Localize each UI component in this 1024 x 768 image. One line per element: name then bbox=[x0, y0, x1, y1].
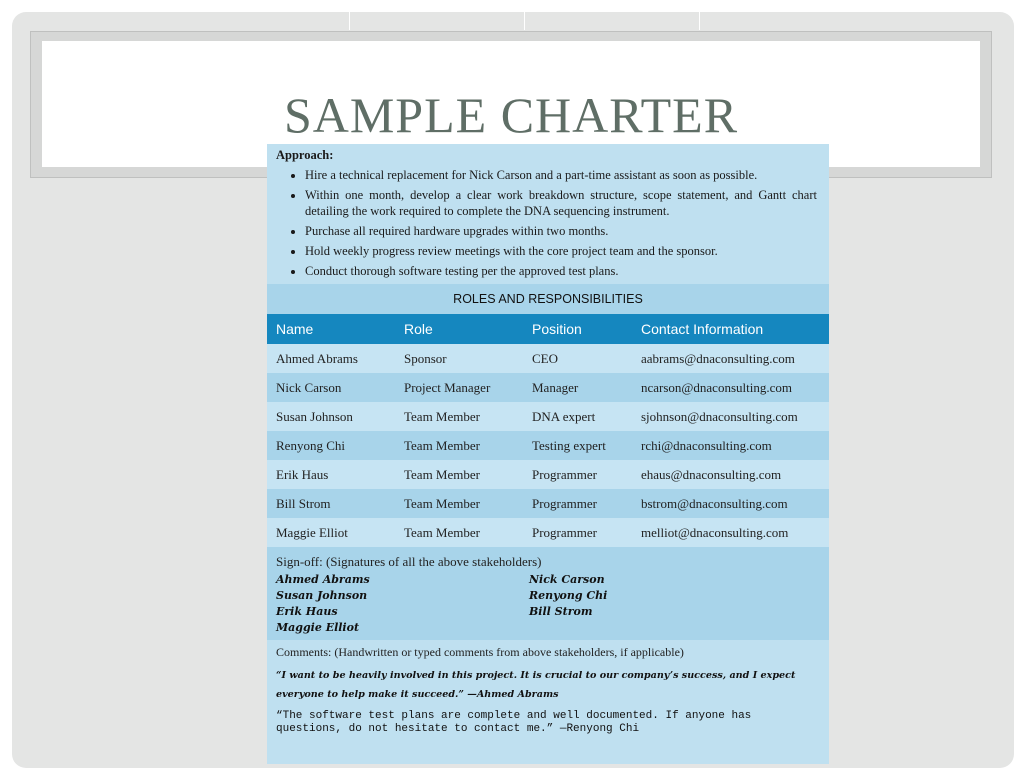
cell-contact: ehaus@dnaconsulting.com bbox=[632, 460, 829, 489]
cell-name: Maggie Elliot bbox=[267, 518, 395, 547]
cell-role: Team Member bbox=[395, 431, 523, 460]
comment-quote-abrams: “I want to be heavily involved in this project. It is crucial to our company’s success, and I expect everyone to help make it succeed.” —Ahmed Abrams bbox=[276, 669, 796, 700]
signoff-label: Sign-off: (Signatures of all the above stakeholders) bbox=[276, 553, 542, 569]
cell-name: Nick Carson bbox=[267, 373, 395, 402]
slide-title: SAMPLE CHARTER bbox=[283, 87, 739, 143]
cell-position: Programmer bbox=[523, 518, 632, 547]
comment-quote-chi: “The software test plans are complete and well documented. If anyone has questions, do not hesitate to contact me.” —Renyong Chi bbox=[276, 709, 752, 735]
roles-table bbox=[267, 314, 829, 547]
column-header-role: Role bbox=[395, 314, 523, 344]
list-item: • Within one month, develop a clear work breakdown structure, scope statement, and Gantt chart detailing the work required to complete the DNA sequencing instrument. bbox=[305, 187, 817, 220]
roles-title: ROLES AND RESPONSIBILITIES bbox=[267, 284, 829, 314]
signatures-right bbox=[529, 572, 779, 636]
table-header-row bbox=[267, 314, 829, 344]
signature: Erik Haus bbox=[276, 604, 338, 618]
approach-section bbox=[267, 144, 829, 280]
table-row bbox=[267, 373, 829, 402]
table-row bbox=[267, 518, 829, 547]
divider bbox=[349, 12, 350, 30]
table-row bbox=[267, 402, 829, 431]
cell-name: Ahmed Abrams bbox=[267, 344, 395, 373]
table-row bbox=[267, 489, 829, 518]
column-header-position: Position bbox=[523, 314, 632, 344]
cell-role: Team Member bbox=[395, 518, 523, 547]
column-header-contact: Contact Information bbox=[632, 314, 829, 344]
cell-contact: melliot@dnaconsulting.com bbox=[632, 518, 829, 547]
cell-position: Programmer bbox=[523, 460, 632, 489]
cell-contact: aabrams@dnaconsulting.com bbox=[632, 344, 829, 373]
cell-name: Bill Strom bbox=[267, 489, 395, 518]
table-row bbox=[267, 344, 829, 373]
cell-position: Manager bbox=[523, 373, 632, 402]
cell-contact: sjohnson@dnaconsulting.com bbox=[632, 402, 829, 431]
signatures-left bbox=[276, 572, 529, 636]
approach-list bbox=[276, 167, 817, 280]
signature-grid bbox=[276, 572, 820, 636]
signature: Nick Carson bbox=[529, 572, 605, 586]
table-row bbox=[267, 460, 829, 489]
column-header-name: Name bbox=[267, 314, 395, 344]
cell-position: Testing expert bbox=[523, 431, 632, 460]
cell-name: Erik Haus bbox=[267, 460, 395, 489]
cell-contact: rchi@dnaconsulting.com bbox=[632, 431, 829, 460]
signature: Renyong Chi bbox=[529, 588, 608, 602]
comments-label: Comments: (Handwritten or typed comments from above stakeholders, if applicable) bbox=[276, 644, 684, 659]
signature: Susan Johnson bbox=[276, 588, 368, 602]
signature: Ahmed Abrams bbox=[276, 572, 370, 586]
signoff-section bbox=[267, 547, 829, 640]
charter-document bbox=[267, 144, 829, 764]
list-item: • Purchase all required hardware upgrades within two months. bbox=[305, 223, 817, 240]
cell-role: Sponsor bbox=[395, 344, 523, 373]
cell-role: Team Member bbox=[395, 402, 523, 431]
cell-role: Project Manager bbox=[395, 373, 523, 402]
cell-name: Renyong Chi bbox=[267, 431, 395, 460]
list-item: • Conduct thorough software testing per the approved test plans. bbox=[305, 263, 817, 280]
signature: Bill Strom bbox=[529, 604, 593, 618]
signature: Maggie Elliot bbox=[276, 620, 360, 634]
comments-section bbox=[267, 640, 829, 736]
cell-name: Susan Johnson bbox=[267, 402, 395, 431]
approach-heading: Approach: bbox=[276, 148, 334, 162]
cell-position: Programmer bbox=[523, 489, 632, 518]
divider bbox=[699, 12, 700, 30]
cell-role: Team Member bbox=[395, 460, 523, 489]
list-item: • Hire a technical replacement for Nick Carson and a part-time assistant as soon as possible. bbox=[305, 167, 817, 184]
table-row bbox=[267, 431, 829, 460]
cell-contact: bstrom@dnaconsulting.com bbox=[632, 489, 829, 518]
cell-position: DNA expert bbox=[523, 402, 632, 431]
cell-role: Team Member bbox=[395, 489, 523, 518]
cell-contact: ncarson@dnaconsulting.com bbox=[632, 373, 829, 402]
list-item: • Hold weekly progress review meetings with the core project team and the sponsor. bbox=[305, 243, 817, 260]
divider bbox=[524, 12, 525, 30]
cell-position: CEO bbox=[523, 344, 632, 373]
